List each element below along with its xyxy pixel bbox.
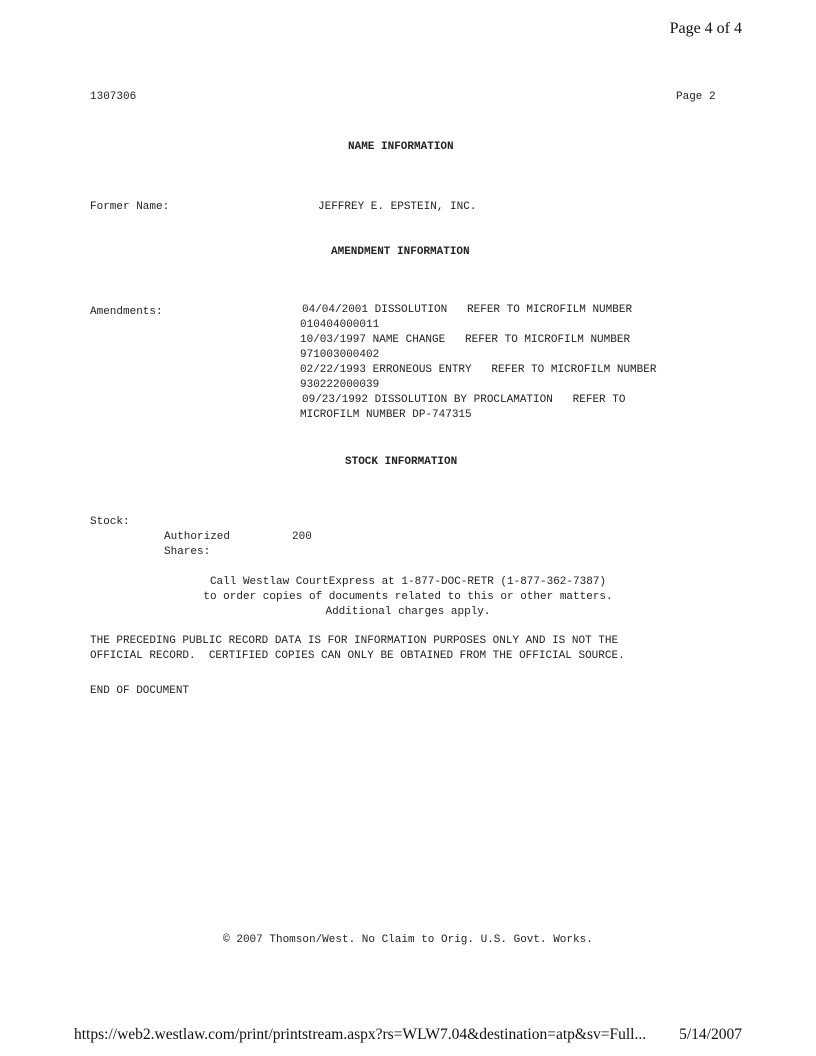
stock-label: Stock: — [90, 516, 130, 528]
shares-label: Shares: — [164, 546, 211, 558]
disclaimer-line: OFFICIAL RECORD. CERTIFIED COPIES CAN ONLY BE OBTAINED FROM THE OFFICIAL SOURCE. — [90, 650, 625, 662]
authorized-shares-value: 200 — [292, 531, 312, 543]
end-of-document: END OF DOCUMENT — [90, 685, 190, 697]
copyright-notice: © 2007 Thomson/West. No Claim to Orig. U.S. Govt. Works. — [223, 934, 593, 946]
doc-page-label: Page 2 — [676, 91, 716, 103]
courtexpress-line: Call Westlaw CourtExpress at 1-877-DOC-RETR (1-877-362-7387) — [209, 576, 607, 588]
source-url: https://web2.westlaw.com/print/printstream.aspx?rs=WLW7.04&destination=atp&sv=Full... — [74, 1026, 647, 1043]
amendment-line: 02/22/1993 ERRONEOUS ENTRY REFER TO MICROFILM NUMBER — [300, 364, 657, 376]
amendment-line: MICROFILM NUMBER DP-747315 — [300, 409, 472, 421]
former-name-label: Former Name: — [90, 201, 170, 213]
authorized-label: Authorized — [164, 531, 231, 543]
print-date: 5/14/2007 — [679, 1026, 742, 1043]
amendments-label: Amendments: — [90, 306, 163, 318]
courtexpress-line: to order copies of documents related to this or other matters. — [203, 591, 613, 603]
disclaimer-line: THE PRECEDING PUBLIC RECORD DATA IS FOR INFORMATION PURPOSES ONLY AND IS NOT THE — [90, 635, 619, 647]
amendment-line: 09/23/1992 DISSOLUTION BY PROCLAMATION REFER TO — [302, 394, 626, 406]
amendment-info-heading: AMENDMENT INFORMATION — [331, 246, 470, 258]
amendment-line: 930222000039 — [300, 379, 380, 391]
amendment-line: 010404000011 — [300, 319, 380, 331]
browser-page-count: Page 4 of 4 — [669, 20, 742, 37]
amendment-line: 10/03/1997 NAME CHANGE REFER TO MICROFILM NUMBER — [300, 334, 631, 346]
amendment-line: 971003000402 — [300, 349, 380, 361]
record-id: 1307306 — [90, 91, 137, 103]
name-info-heading: NAME INFORMATION — [348, 141, 454, 153]
former-name-value: JEFFREY E. EPSTEIN, INC. — [318, 201, 477, 213]
courtexpress-line: Additional charges apply. — [325, 606, 491, 618]
amendment-line: 04/04/2001 DISSOLUTION REFER TO MICROFILM NUMBER — [302, 304, 633, 316]
stock-info-heading: STOCK INFORMATION — [345, 456, 458, 468]
